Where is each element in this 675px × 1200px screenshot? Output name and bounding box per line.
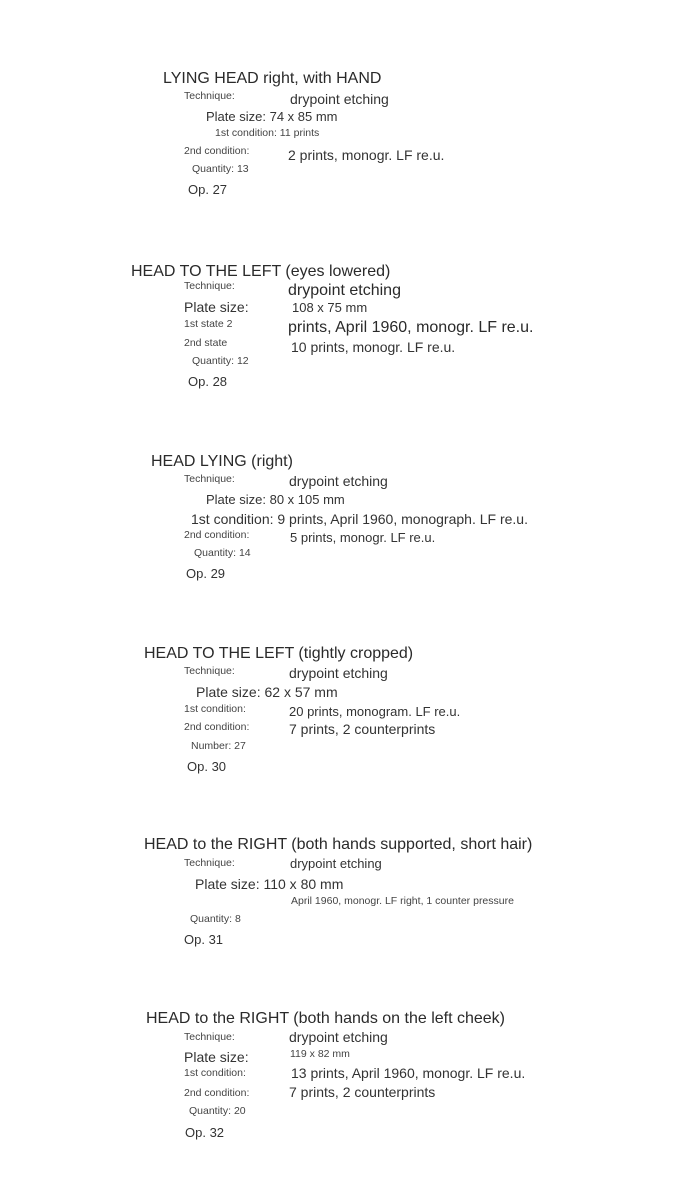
plate-size: Plate size: 110 x 80 mm	[195, 876, 344, 892]
condition-2-label: 2nd condition:	[184, 145, 250, 157]
state-2-value: 10 prints, monogr. LF re.u.	[291, 339, 456, 355]
plate-size-label: Plate size:	[184, 1049, 249, 1065]
entry-title: HEAD TO THE LEFT (tightly cropped)	[144, 645, 414, 662]
technique-label: Technique:	[184, 473, 235, 485]
entry-title: HEAD TO THE LEFT (eyes lowered)	[131, 263, 391, 280]
quantity: Quantity: 13	[192, 163, 249, 175]
technique-value: drypoint etching	[289, 473, 388, 489]
plate-size: Plate size: 74 x 85 mm	[206, 109, 338, 124]
quantity: Quantity: 8	[190, 913, 241, 925]
plate-size: Plate size: 80 x 105 mm	[206, 492, 345, 507]
condition-2-value: 5 prints, monogr. LF re.u.	[290, 530, 436, 545]
technique-value: drypoint etching	[289, 665, 388, 681]
plate-size: Plate size: 62 x 57 mm	[196, 684, 338, 700]
technique-value: drypoint etching	[290, 856, 382, 871]
condition-2-label: 2nd condition:	[184, 1087, 250, 1099]
entry-title: HEAD to the RIGHT (both hands on the left cheek)	[146, 1010, 505, 1027]
plate-size-label: Plate size:	[184, 299, 249, 315]
opus-number: Op. 27	[188, 182, 228, 197]
condition-2-value: 7 prints, 2 counterprints	[289, 1084, 436, 1100]
condition-2-value: 7 prints, 2 counterprints	[289, 721, 436, 737]
opus-number: Op. 32	[185, 1125, 225, 1140]
technique-label: Technique:	[184, 1031, 235, 1043]
condition-1: 1st condition: 9 prints, April 1960, monograph. LF re.u.	[191, 511, 528, 527]
technique-label: Technique:	[184, 857, 235, 869]
opus-number: Op. 31	[184, 932, 224, 947]
condition-2-label: 2nd condition:	[184, 721, 250, 733]
condition-2-label: 2nd condition:	[184, 529, 250, 541]
quantity: Quantity: 20	[189, 1105, 246, 1117]
condition-1-value: 20 prints, monogram. LF re.u.	[289, 704, 461, 719]
note: April 1960, monogr. LF right, 1 counter pressure	[291, 895, 514, 907]
technique-value: drypoint etching	[289, 1029, 388, 1045]
technique-value: drypoint etching	[288, 282, 401, 299]
condition-1: 1st condition: 11 prints	[215, 127, 320, 139]
entry-title: HEAD LYING (right)	[151, 453, 293, 470]
opus-number: Op. 29	[186, 566, 226, 581]
condition-1-label: 1st condition:	[184, 1067, 246, 1079]
plate-size-value: 119 x 82 mm	[290, 1048, 350, 1060]
plate-size-value: 108 x 75 mm	[292, 300, 368, 315]
condition-1-value: 13 prints, April 1960, monogr. LF re.u.	[291, 1065, 526, 1081]
condition-1-label: 1st condition:	[184, 703, 246, 715]
opus-number: Op. 30	[187, 759, 227, 774]
opus-number: Op. 28	[188, 374, 228, 389]
condition-2-value: 2 prints, monogr. LF re.u.	[288, 147, 445, 163]
technique-label: Technique:	[184, 665, 235, 677]
quantity: Number: 27	[191, 740, 246, 752]
technique-label: Technique:	[184, 90, 235, 102]
technique-value: drypoint etching	[290, 91, 389, 107]
state-2-label: 2nd state	[184, 337, 228, 349]
technique-label: Technique:	[184, 280, 235, 292]
entry-title: LYING HEAD right, with HAND	[163, 70, 382, 87]
quantity: Quantity: 12	[192, 355, 249, 367]
state-1-label: 1st state 2	[184, 318, 233, 330]
entry-title: HEAD to the RIGHT (both hands supported, short hair)	[144, 836, 533, 853]
state-1-value: prints, April 1960, monogr. LF re.u.	[288, 319, 534, 336]
quantity: Quantity: 14	[194, 547, 251, 559]
